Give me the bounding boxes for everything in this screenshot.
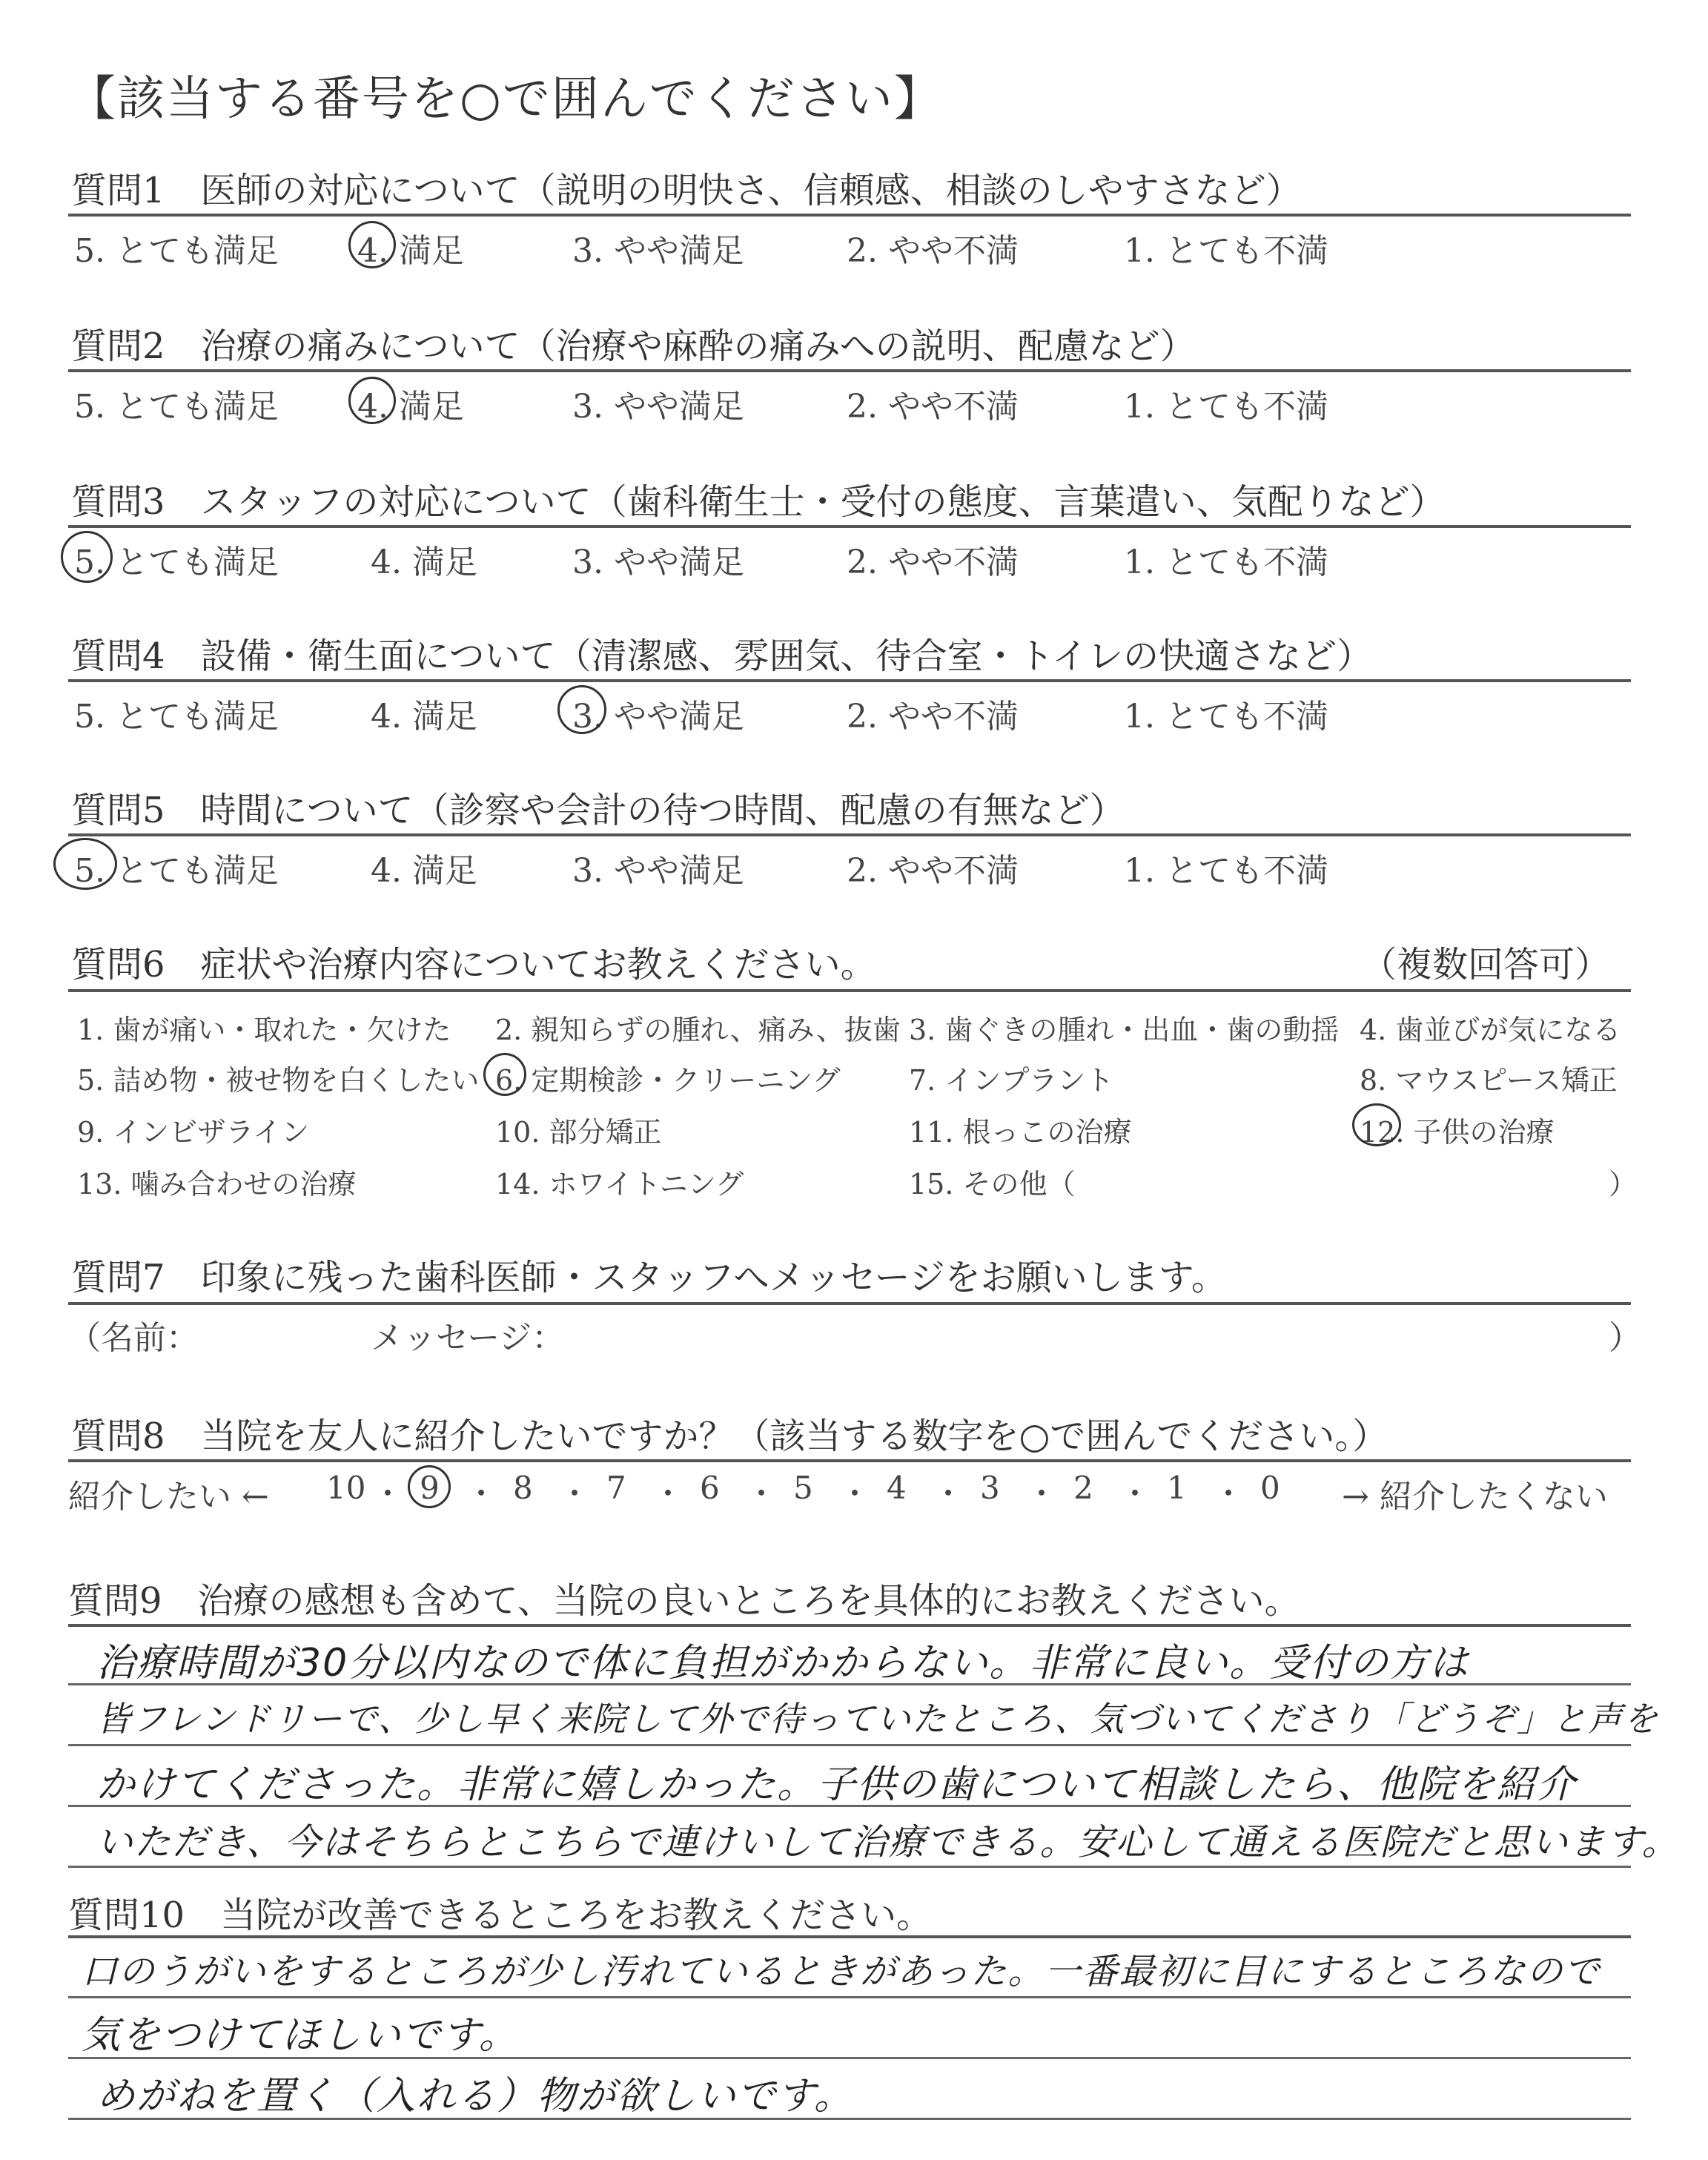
q8-scale-5[interactable]: 5 [793,1470,813,1506]
q3-option-5[interactable]: 5. とても満足 [74,544,279,581]
q9-answer-line-4: いただき、今はそちらとこちらで連けいして治療できる。安心して通える医院だと思います。 [96,1821,1680,1863]
q6-option-12[interactable]: 12. 子供の治療 [1360,1116,1555,1149]
q2-option-5[interactable]: 5. とても満足 [74,388,279,426]
question-8-title: 質問8 当院を友人に紹介したいですか？（該当する数字を○で囲んでください。） [71,1416,1388,1457]
q8-scale-separator: ・ [372,1476,404,1512]
q8-scale-2[interactable]: 2 [1073,1470,1093,1506]
q8-scale-separator: ・ [746,1476,778,1512]
q6-option-14[interactable]: 14. ホワイトニング [495,1168,744,1200]
q1-selected-circle [348,221,396,268]
q8-scale-separator: ・ [559,1476,591,1512]
divider [68,525,1631,528]
q1-option-4[interactable]: 4. 満足 [357,232,464,270]
q6-option-11[interactable]: 11. 根っこの治療 [909,1116,1132,1149]
q10-answer-line-1: 口のうがいをするところが少し汚れているときがあった。一番最初に目にするところなので [82,1951,1601,1992]
q6-option-2[interactable]: 2. 親知らずの腫れ、痛み、抜歯 [495,1014,901,1046]
q4-option-1[interactable]: 1. とても不満 [1124,698,1328,736]
q6-option-13[interactable]: 13. 噛み合わせの治療 [77,1168,357,1200]
q9-answer-line-1: 治療時間が30分以内なので体に負担がかからない。非常に良い。受付の方は [96,1641,1470,1685]
q4-option-2[interactable]: 2. やや不満 [847,698,1019,736]
divider [68,833,1631,836]
q6-option-7[interactable]: 7. インプラント [909,1064,1114,1097]
question-6-title: 質問6 症状や治療内容についてお教えください。 [71,944,876,985]
q8-left-label: 紹介したい ← [68,1478,269,1516]
q6-option-10[interactable]: 10. 部分矯正 [495,1116,662,1149]
divider [68,989,1631,992]
q6-option-1[interactable]: 1. 歯が痛い・取れた・欠けた [77,1014,451,1046]
q8-scale-separator: ・ [1026,1476,1058,1512]
q4-option-3[interactable]: 3. やや満足 [572,698,744,736]
q3-option-2[interactable]: 2. やや不満 [847,544,1019,581]
question-4-title: 質問4 設備・衛生面について（清潔感、雰囲気、待合室・トイレの快適さなど） [71,635,1373,677]
q6-option-5[interactable]: 5. 詰め物・被せ物を白くしたい [77,1064,480,1097]
answer-line [68,1996,1631,1998]
question-6-note: （複数回答可） [1361,944,1611,985]
q3-option-1[interactable]: 1. とても不満 [1124,544,1328,581]
q8-scale-4[interactable]: 4 [887,1470,907,1506]
q5-option-1[interactable]: 1. とても不満 [1124,852,1328,890]
q3-selected-circle [61,531,113,583]
question-2-title: 質問2 治療の痛みについて（治療や麻酔の痛みへの説明、配慮など） [71,326,1196,367]
q8-scale-7[interactable]: 7 [606,1470,626,1506]
q5-option-5[interactable]: 5. とても満足 [74,852,279,890]
q8-scale-separator: ・ [466,1476,497,1512]
q4-selected-circle [557,685,606,734]
q8-scale-6[interactable]: 6 [700,1470,720,1506]
q8-scale-separator: ・ [933,1476,964,1512]
q10-answer-line-3: めがねを置く（入れる）物が欲しいです。 [96,2074,854,2118]
q8-scale-separator: ・ [1213,1476,1245,1512]
q8-right-label: → 紹介したくない [1342,1478,1608,1516]
q6-option-15[interactable]: 15. その他（ [909,1168,1076,1200]
q2-selected-circle [348,377,396,424]
q8-scale-8[interactable]: 8 [513,1470,533,1506]
q8-scale-10[interactable]: 10 [326,1470,366,1506]
q6-option-9[interactable]: 9. インビザライン [77,1116,310,1149]
q8-scale-9[interactable]: 9 [420,1470,440,1506]
divider [68,214,1631,217]
q1-option-3[interactable]: 3. やや満足 [572,232,744,270]
q8-scale-0[interactable]: 0 [1260,1470,1280,1506]
q7-close: ） [1609,1319,1641,1357]
q9-answer-line-3: かけてくださった。非常に嬉しかった。子供の歯について相談したら、他院を紹介 [96,1763,1577,1807]
q8-selected-circle [408,1465,451,1508]
answer-line [68,1744,1631,1746]
question-1-title: 質問1 医師の対応について（説明の明快さ、信頼感、相談のしやすさなど） [71,170,1302,211]
q6-selected-circle-12 [1352,1103,1401,1146]
q5-option-3[interactable]: 3. やや満足 [572,852,744,890]
divider [68,1302,1631,1305]
q2-option-1[interactable]: 1. とても不満 [1124,388,1328,426]
q9-answer-line-2: 皆フレンドリーで、少し早く来院して外で待っていたところ、気づいてくださり「どうぞ」と声を [96,1699,1660,1739]
q6-option-15-close: ） [1609,1168,1638,1200]
q1-option-5[interactable]: 5. とても満足 [74,232,279,270]
q2-option-4[interactable]: 4. 満足 [357,388,464,426]
q6-option-3[interactable]: 3. 歯ぐきの腫れ・出血・歯の動揺 [909,1014,1340,1046]
q3-option-3[interactable]: 3. やや満足 [572,544,744,581]
q7-message-label: メッセージ： [371,1319,565,1357]
q4-option-4[interactable]: 4. 満足 [371,698,477,736]
q2-option-2[interactable]: 2. やや不満 [847,388,1019,426]
q7-name-label: （名前： [68,1319,199,1357]
divider [68,1624,1631,1627]
divider [68,679,1631,682]
q5-selected-circle [53,838,117,890]
question-3-title: 質問3 スタッフの対応について（歯科衛生士・受付の態度、言葉遣い、気配りなど） [71,481,1446,523]
divider [68,1459,1631,1462]
q6-option-6[interactable]: 6. 定期検診・クリーニング [495,1064,841,1097]
q1-option-2[interactable]: 2. やや不満 [847,232,1019,270]
divider [68,369,1631,372]
q1-option-1[interactable]: 1. とても不満 [1124,232,1328,270]
q3-option-4[interactable]: 4. 満足 [371,544,477,581]
q8-scale-3[interactable]: 3 [980,1470,1000,1506]
question-9-title: 質問9 治療の感想も含めて、当院の良いところを具体的にお教えください。 [68,1580,1300,1622]
q8-scale-1[interactable]: 1 [1167,1470,1187,1506]
q8-scale-separator: ・ [839,1476,871,1512]
q5-option-2[interactable]: 2. やや不満 [847,852,1019,890]
answer-line [68,1866,1631,1868]
question-10-title: 質問10 当院が改善できるところをお教えください。 [68,1895,933,1936]
q6-selected-circle-6 [483,1053,526,1096]
question-5-title: 質問5 時間について（診察や会計の待つ時間、配慮の有無など） [71,790,1125,831]
q5-option-4[interactable]: 4. 満足 [371,852,477,890]
question-7-title: 質問7 印象に残った歯科医師・スタッフへメッセージをお願いします。 [71,1257,1227,1298]
q2-option-3[interactable]: 3. やや満足 [572,388,744,426]
q4-option-5[interactable]: 5. とても満足 [74,698,279,736]
page-header: 【該当する番号を○で囲んでください】 [68,72,943,127]
q6-option-4[interactable]: 4. 歯並びが気になる [1360,1014,1621,1046]
q6-option-8[interactable]: 8. マウスピース矯正 [1360,1064,1618,1097]
q8-scale-separator: ・ [1119,1476,1151,1512]
q10-answer-line-2: 気をつけてほしいです。 [82,2013,519,2058]
divider [68,1935,1631,1938]
q8-scale-separator: ・ [652,1476,684,1512]
